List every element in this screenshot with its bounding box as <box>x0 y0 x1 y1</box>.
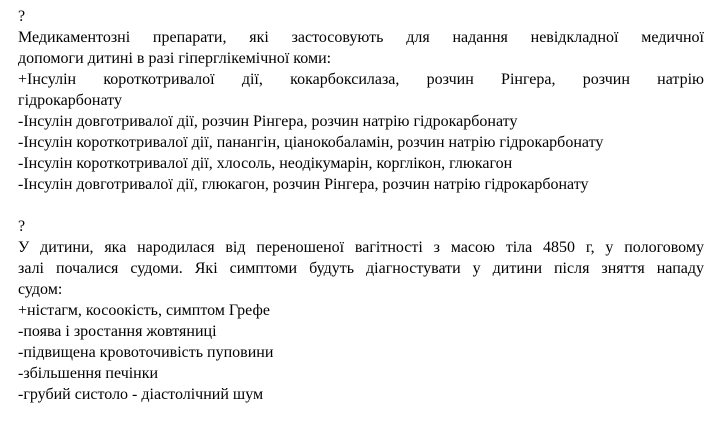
answer-correct: +ністагм, косоокість, симптом Грефе <box>18 302 270 319</box>
question-text-line: судом: <box>18 281 63 298</box>
question-text-line: залі почалися судоми. Які симптоми будуть діагностувати у дитини після зняття нападу <box>18 260 704 277</box>
answer-option: -Інсулін короткотривалої дії, панангін, ціанокобаламін, розчин натрію гідрокарбонату <box>18 134 604 151</box>
answer-option: -підвищена кровоточивість пуповини <box>18 344 274 361</box>
answer-correct: +Інсулін короткотривалої дії, кокарбоксилаза, розчин Рінгера, розчин натрію <box>18 71 704 88</box>
question-marker: ? <box>18 218 26 235</box>
answer-option: -грубий систоло - діастолічний шум <box>18 386 264 403</box>
answer-option: -Інсулін довготривалої дії, глюкагон, розчин Рінгера, розчин натрію гідрокарбонату <box>18 176 589 193</box>
answer-correct-continuation: гідрокарбонату <box>18 92 122 109</box>
answer-option: -Інсулін короткотривалої дії, хлосоль, неодікумарін, корглікон, глюкагон <box>18 155 513 172</box>
answer-option: -збільшення печінки <box>18 365 159 382</box>
question-text-line: У дитини, яка народилася від переношеної вагітності з масою тіла 4850 г, у пологовому <box>18 239 704 256</box>
question-text-line: допомоги дитині в разі гіперглікемічної коми: <box>18 50 332 67</box>
answer-option: -Інсулін довготривалої дії, розчин Рінгера, розчин натрію гідрокарбонату <box>18 113 518 130</box>
question-marker: ? <box>18 8 26 25</box>
question-text-line: Медикаментозні препарати, які застосовують для надання невідкладної медичної <box>18 29 704 46</box>
answer-option: -поява і зростання жовтяниці <box>18 323 217 340</box>
